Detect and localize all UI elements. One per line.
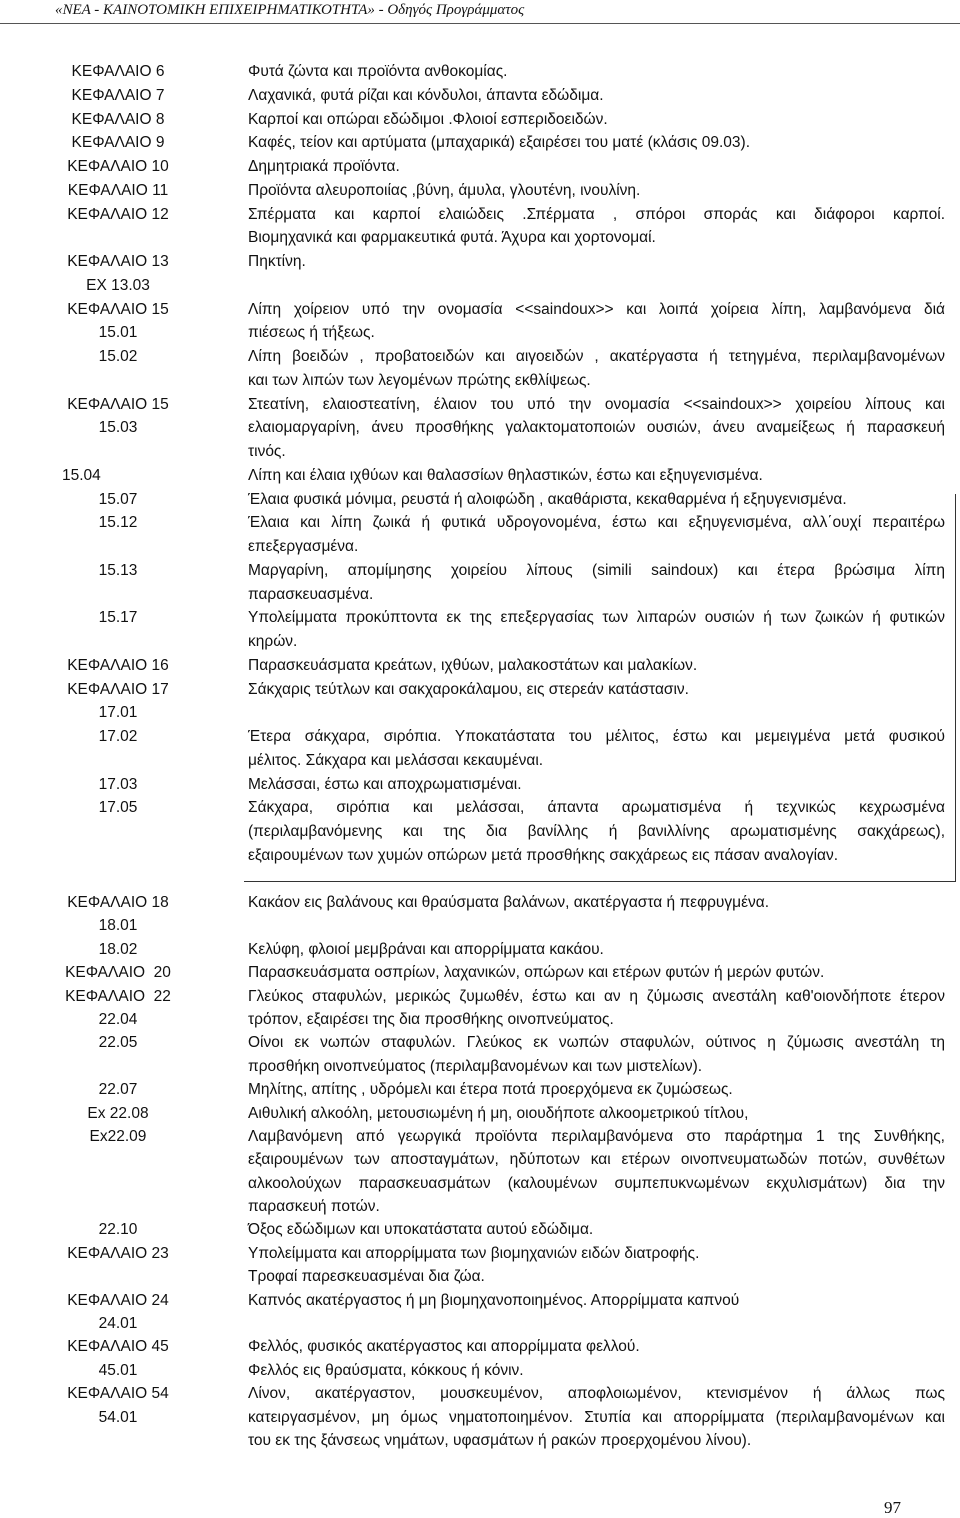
description-line: Μηλίτης, απίτης , υδρόμελι και έτερα ποτά προερχόμενα εκ ζυμώσεως. [248,1081,733,1099]
description-cell [248,891,945,914]
code-cell [55,250,181,298]
code-cell [55,1242,181,1265]
description-cell [248,654,945,678]
code-line: 15.02 [98,348,138,365]
code-cell [55,985,181,1032]
description-cell [248,985,945,1032]
code-line: ΚΕΦΑΛΑΙΟ 6 [71,63,165,80]
code-line: 22.10 [98,1221,138,1239]
description-line: Λίπη βοειδών , προβατοειδών και αιγοειδών , ακατέργαστα ή τετηγμένα, περιλαμβανομένων [248,348,945,365]
description-cell [248,1218,945,1241]
description-line: Μελάσσαι, έστω και αποχρωματισμέναι. [248,775,522,793]
table-row [55,1078,945,1101]
table-row [55,985,945,1032]
code-line: ΚΕΦΑΛΑΙΟ 15 [67,300,169,318]
description-paragraph [248,393,945,464]
description-cell [248,155,945,179]
description-line: Λαμβανόμενη από γεωργικά προϊόντα περιλαμβανόμενα στο παράρτημα 1 της Συνθήκης, [248,1127,945,1145]
description-cell [248,1289,945,1312]
description-cell [248,203,945,251]
description-paragraph [248,488,945,512]
table-section [55,60,945,868]
code-cell [55,179,181,203]
description-line: Παρασκευάσματα οσπρίων, λαχανικών, οπώρων και ετέρων φυτών ή μερών φυτών. [248,964,825,982]
description-cell [248,1335,945,1382]
table-row [55,773,945,797]
code-cell [55,559,181,583]
description-paragraph [248,1078,945,1101]
table-row [55,155,945,179]
description-line: επεξεργασμένα. [248,538,359,555]
code-line: ΚΕΦΑΛΑΙΟ 22 [65,987,171,1005]
description-paragraph [248,1289,945,1312]
table-row [55,179,945,203]
description-line: Σπέρματα και καρποί ελαιώδεις .Σπέρματα , σπόροι σποράς και διάφοροι καρποί. [248,205,945,223]
table-section [55,891,945,1452]
description-line: εξαιρουμένων των αποσταγμάτων, ηδύποτων και ετέρων οινοπνευματωδών ποτών, συνθέτων [248,1151,945,1169]
code-cell [55,393,181,441]
description-paragraph [248,606,945,654]
code-line: 17.05 [98,799,138,817]
code-line: ΚΕΦΑΛΑΙΟ 16 [67,656,169,674]
running-header: «ΝΕΑ - ΚΑΙΝΟΤΟΜΙΚΗ ΕΠΙΧΕΙΡΗΜΑΤΙΚΟΤΗΤΑ» - Οδηγός Προγράμματος [55,2,525,18]
description-paragraph [248,511,945,559]
description-paragraph [248,155,945,179]
code-cell [55,1102,181,1149]
description-line: Στεατίνη, ελαιοστεατίνη, έλαιον του υπό την ονομασία <<saindoux>> χοιρείου λίπους και [248,395,945,413]
table-row [55,393,945,464]
description-line: προσθήκη οινοπνεύματος (περιλαμβανομένων και των μιστελίων). [248,1057,703,1075]
code-line: 17.02 [98,728,138,745]
code-cell [55,345,181,369]
description-line: Λίπη και έλαια ιχθύων και θαλασσίων θηλαστικών, έστω και εξηυγενισμένα. [248,466,763,484]
description-line: παρασκευασμένα. [248,585,374,603]
code-line: 22.07 [98,1081,138,1099]
code-line: 15.13 [98,561,138,579]
code-cell [55,84,181,108]
description-line: Αιθυλική αλκοόλη, μετουσιωμένη ή μη, οιουδήποτε αλκοομετρικού τίτλου, [248,1104,749,1122]
header-rule [0,23,960,24]
code-line: ΚΕΦΑΛΑΙΟ 17 [67,680,169,698]
description-line: κηρών. [248,633,298,650]
description-line: Οίνοι εκ νωπών σταφυλών. Γλεύκος εκ νωπών σταφυλών, ούτινος η ζύμωσις ανεστάλη τη [248,1034,945,1052]
code-cell [55,1335,181,1382]
code-line: ΚΕΦΑΛΑΙΟ 13 [67,253,169,270]
description-cell [248,511,945,559]
description-line: (περιλαμβανόμενης και της δια βανίλλης ή βανιλλίνης αρωματισμένης σακχάρεως), [248,823,945,840]
code-line: ΚΕΦΑΛΑΙΟ 45 [67,1338,169,1356]
table-row [55,298,945,346]
description-paragraph [248,298,945,346]
description-paragraph [248,1125,945,1219]
code-line: ΚΕΦΑΛΑΙΟ 15 [67,395,169,413]
code-line: ΚΕΦΑΛΑΙΟ 18 [67,894,169,911]
description-cell [248,131,945,155]
table-row [55,1335,945,1382]
table-row [55,131,945,155]
table-row [55,1102,945,1219]
code-cell [55,1289,181,1336]
code-line: ΚΕΦΑΛΑΙΟ 8 [71,110,165,128]
description-cell [248,179,945,203]
description-cell [248,393,945,464]
code-line: ΚΕΦΑΛΑΙΟ 20 [65,964,171,982]
table-row [55,796,945,867]
description-line: κατειργασμένον, μη όμως νηματοποιημένον. Στυπία και απορρίμματα (περιλαμβανομένων και [248,1408,945,1426]
table-row [55,938,945,961]
description-paragraph [248,1382,945,1452]
code-cell [55,1031,181,1054]
description-cell [248,298,945,346]
description-cell [248,1382,945,1452]
description-line: Όξος εδώδιμων και υποκατάστατα αυτού εδώδιμα. [248,1221,594,1239]
table-row [55,60,945,84]
description-paragraph [248,345,945,393]
code-cell [55,725,181,749]
code-line: Ex22.09 [89,1127,147,1145]
description-line: αλκοολούχων παρασκευασμάτων (καλουμένων συμπεπυκνωμένων εκχυλισμάτων) δια την [248,1174,945,1192]
table-row [55,1382,945,1452]
description-line: Προϊόντα αλευροποιίας ,βύνη, άμυλα, γλουτένη, ινουλίνη. [248,181,641,199]
table-row [55,654,945,678]
description-line: Δημητριακά προϊόντα. [248,158,400,175]
table-row [55,725,945,773]
description-line: Λίνον, ακατέργαστον, μουσκευμένον, αποφλοιωμένον, κτενισμένον ή άλλως πως [248,1385,945,1403]
description-line: εξαιρουμένων των χυμών οπώρων μετά προσθήκης σακχάρεως εις πάσαν αναλογίαν. [248,846,839,864]
description-paragraph [248,464,945,488]
description-cell [248,464,945,488]
description-cell [248,60,945,84]
description-line: Υπολείμματα προκύπτοντα εκ της επεξεργασίας των λιπαρών ουσιών ή των ζωικών ή φυτικών [248,609,945,627]
description-paragraph [248,60,945,84]
description-cell [248,961,945,984]
description-paragraph [248,1335,945,1358]
code-line: ΕΧ 13.03 [86,276,150,294]
description-paragraph [248,796,945,867]
code-line: 15.04 [62,466,101,484]
code-line: 17.01 [98,704,138,722]
code-line: 18.02 [98,940,138,958]
description-line: παρασκευή ποτών. [248,1198,380,1216]
description-line: και των λιπών των λεγομένων πρώτης εκθλίψεως. [248,371,591,389]
code-cell [55,108,181,132]
description-line: Κακάον εις βαλάνους και θραύσματα βαλάνων, ακατέργαστα ή πεφρυγμένα. [248,894,770,911]
code-line: 15.17 [98,609,138,627]
description-paragraph [248,1031,945,1078]
description-line: Φελλός εις θραύσματα, κόκκους ή κόνιν. [248,1361,524,1379]
code-line: ΚΕΦΑΛΑΙΟ 23 [67,1244,169,1262]
code-line: 22.05 [98,1034,138,1052]
table-row [55,511,945,559]
table-row [55,606,945,654]
description-cell [248,796,945,867]
description-line: ελαιομαργαρίνη, άνευ προσθήκης γαλακτοματοποιών ουσιών, άνευ αναμείξεως ή παρασκευή [248,419,945,437]
description-paragraph [248,961,945,984]
code-line: ΚΕΦΑΛΑΙΟ 11 [67,181,169,199]
description-paragraph [248,1242,945,1265]
description-line: του εκ της ξάνσεως νημάτων, υφασμάτων ή ρακών προερχομένου λίνου). [248,1431,752,1449]
description-cell [248,1242,945,1289]
code-cell [55,488,181,512]
description-paragraph [248,725,945,773]
code-line: ΚΕΦΑΛΑΙΟ 54 [67,1385,169,1403]
table-row [55,464,945,488]
code-line: ΚΕΦΑΛΑΙΟ 10 [67,158,169,175]
description-paragraph [248,84,945,108]
table-row [55,1242,945,1289]
code-cell [55,938,181,961]
description-line: Παρασκευάσματα κρεάτων, ιχθύων, μαλακοστάτων και μαλακίων. [248,656,698,674]
code-cell [55,1218,181,1241]
table-row [55,1218,945,1241]
table-row [55,84,945,108]
description-cell [248,559,945,607]
code-line: 18.01 [98,917,138,935]
description-line: Σάκχαρις τεύτλων και σακχαροκάλαμου, εις στερεάν κατάστασιν. [248,680,689,698]
code-line: 15.12 [98,514,138,532]
description-cell [248,725,945,773]
code-cell [55,155,181,179]
description-cell [248,345,945,393]
description-cell [248,108,945,132]
table-row [55,203,945,251]
code-cell [55,60,181,84]
description-paragraph [248,773,945,797]
code-line: 15.01 [98,324,138,342]
code-line: ΚΕΦΑΛΑΙΟ 12 [67,205,169,223]
code-cell [55,511,181,535]
code-cell [55,773,181,797]
description-line: Γλεύκος σταφυλών, μερικώς ζυμωθέν, έστω και αν η ζύμωσις ανεστάλη καθ'οιονδήποτε έτερον [248,987,945,1005]
code-line: 15.07 [98,490,138,508]
table-row [55,488,945,512]
code-cell [55,1078,181,1101]
description-cell [248,606,945,654]
code-cell [55,1382,181,1429]
description-line: Κελύφη, φλοιοί μεμβράναι και απορρίμματα κακάου. [248,940,604,958]
description-paragraph [248,1265,945,1288]
description-paragraph [248,179,945,203]
code-cell [55,796,181,820]
table-row [55,891,945,938]
code-line: 22.04 [98,1010,138,1028]
table-row [55,250,945,298]
description-line: Έλαια φυσικά μόνιμα, ρευστά ή αλοιφώδη , ακαθάριστα, κεκαθαρμένα ή εξηυγενισμένα. [248,490,847,508]
code-line: ΚΕΦΑΛΑΙΟ 24 [67,1291,169,1309]
description-line: Υπολείμματα και απορρίμματα των βιομηχανιών ειδών διατροφής. [248,1244,700,1262]
description-line: Βιομηχανικά και φαρμακευτικά φυτά. Άχυρα και χορτονομαί. [248,229,656,247]
description-cell [248,938,945,961]
code-line: 17.03 [98,775,138,793]
code-cell [55,464,181,488]
table-row [55,678,945,726]
description-line: Τροφαί παρεσκευασμέναι δια ζώα. [248,1268,485,1286]
page-number: 97 [884,1498,901,1517]
description-line: μέλιτος. Σάκχαρα και μελάσσαι κεκαυμέναι. [248,751,544,769]
description-line: Έλαια και λίπη ζωικά ή φυτικά υδρογονομένα, έστω και εξηυγενισμένα, αλλ΄ουχί περαιτέρω [248,514,945,532]
code-cell [55,961,181,984]
description-cell [248,1031,945,1078]
table-row [55,345,945,393]
code-cell [55,654,181,678]
description-paragraph [248,559,945,607]
description-paragraph [248,891,945,914]
description-line: Λίπη χοίρειον υπό την ονομασία <<saindoux>> και λοιπά χοίρεια λίπη, λαμβανόμενα διά [248,300,945,318]
description-cell [248,84,945,108]
code-cell [55,298,181,346]
description-paragraph [248,131,945,155]
description-cell [248,250,945,274]
code-cell [55,606,181,630]
description-paragraph [248,1218,945,1241]
code-line: Ex 22.08 [87,1104,149,1122]
description-line: Φυτά ζώντα και προϊόντα ανθοκομίας. [248,63,508,80]
description-paragraph [248,938,945,961]
description-paragraph [248,108,945,132]
description-paragraph [248,654,945,678]
description-line: Μαργαρίνη, απομίμησης χοιρείου λίπους (simili saindoux) και έτερα βρώσιμα λίπη [248,561,945,579]
code-cell [55,891,181,938]
description-line: Λαχανικά, φυτά ρίζαι και κόνδυλοι, άπαντα εδώδιμα. [248,86,604,104]
code-line: ΚΕΦΑΛΑΙΟ 7 [71,86,165,104]
description-paragraph [248,678,945,702]
description-line: Έτερα σάκχαρα, σιρόπια. Υποκατάστατα του μέλιτος, έστω και μεμειγμένα μετά φυσικού [248,728,945,745]
code-cell [55,203,181,227]
code-line: 15.03 [98,419,138,437]
description-cell [248,1078,945,1101]
description-line: Καρποί και οπώραι εδώδιμοι .Φλοιοί εσπεριδοειδών. [248,110,608,128]
code-line: ΚΕΦΑΛΑΙΟ 9 [71,134,165,152]
description-cell [248,1102,945,1219]
description-line: Πηκτίνη. [248,253,306,270]
description-line: πιέσεως ή τήξεως. [248,324,375,342]
description-line: τινός. [248,443,286,460]
description-paragraph [248,985,945,1032]
table-row [55,961,945,984]
description-paragraph [248,203,945,251]
description-cell [248,488,945,512]
description-line: Φελλός, φυσικός ακατέργαστος και απορρίμματα φελλού. [248,1338,640,1356]
description-paragraph [248,1359,945,1382]
code-line: 24.01 [98,1315,138,1333]
description-line: Καφές, τείον και αρτύματα (μπαχαρικά) εξαιρέσει του ματέ (κλάσις 09.03). [248,134,751,152]
description-paragraph [248,250,945,274]
description-line: Καπνός ακατέργαστος ή μη βιομηχανοποιημένος. Απορρίμματα καπνού [248,1291,740,1309]
description-line: Σάκχαρα, σιρόπια και μελάσσαι, άπαντα αρωματισμένα ή τεχνικώς κεχρωσμένα [248,799,945,817]
code-cell [55,131,181,155]
description-cell [248,773,945,797]
table-row [55,1289,945,1336]
code-line: 54.01 [98,1408,138,1426]
table-row [55,108,945,132]
description-cell [248,678,945,702]
description-paragraph [248,1102,945,1125]
code-cell [55,678,181,726]
code-line: 45.01 [98,1361,138,1379]
table-row [55,1031,945,1078]
description-line: τρόπον, εξαιρέσει της δια προσθήκης οινοπνεύματος. [248,1010,614,1028]
table-row [55,559,945,607]
